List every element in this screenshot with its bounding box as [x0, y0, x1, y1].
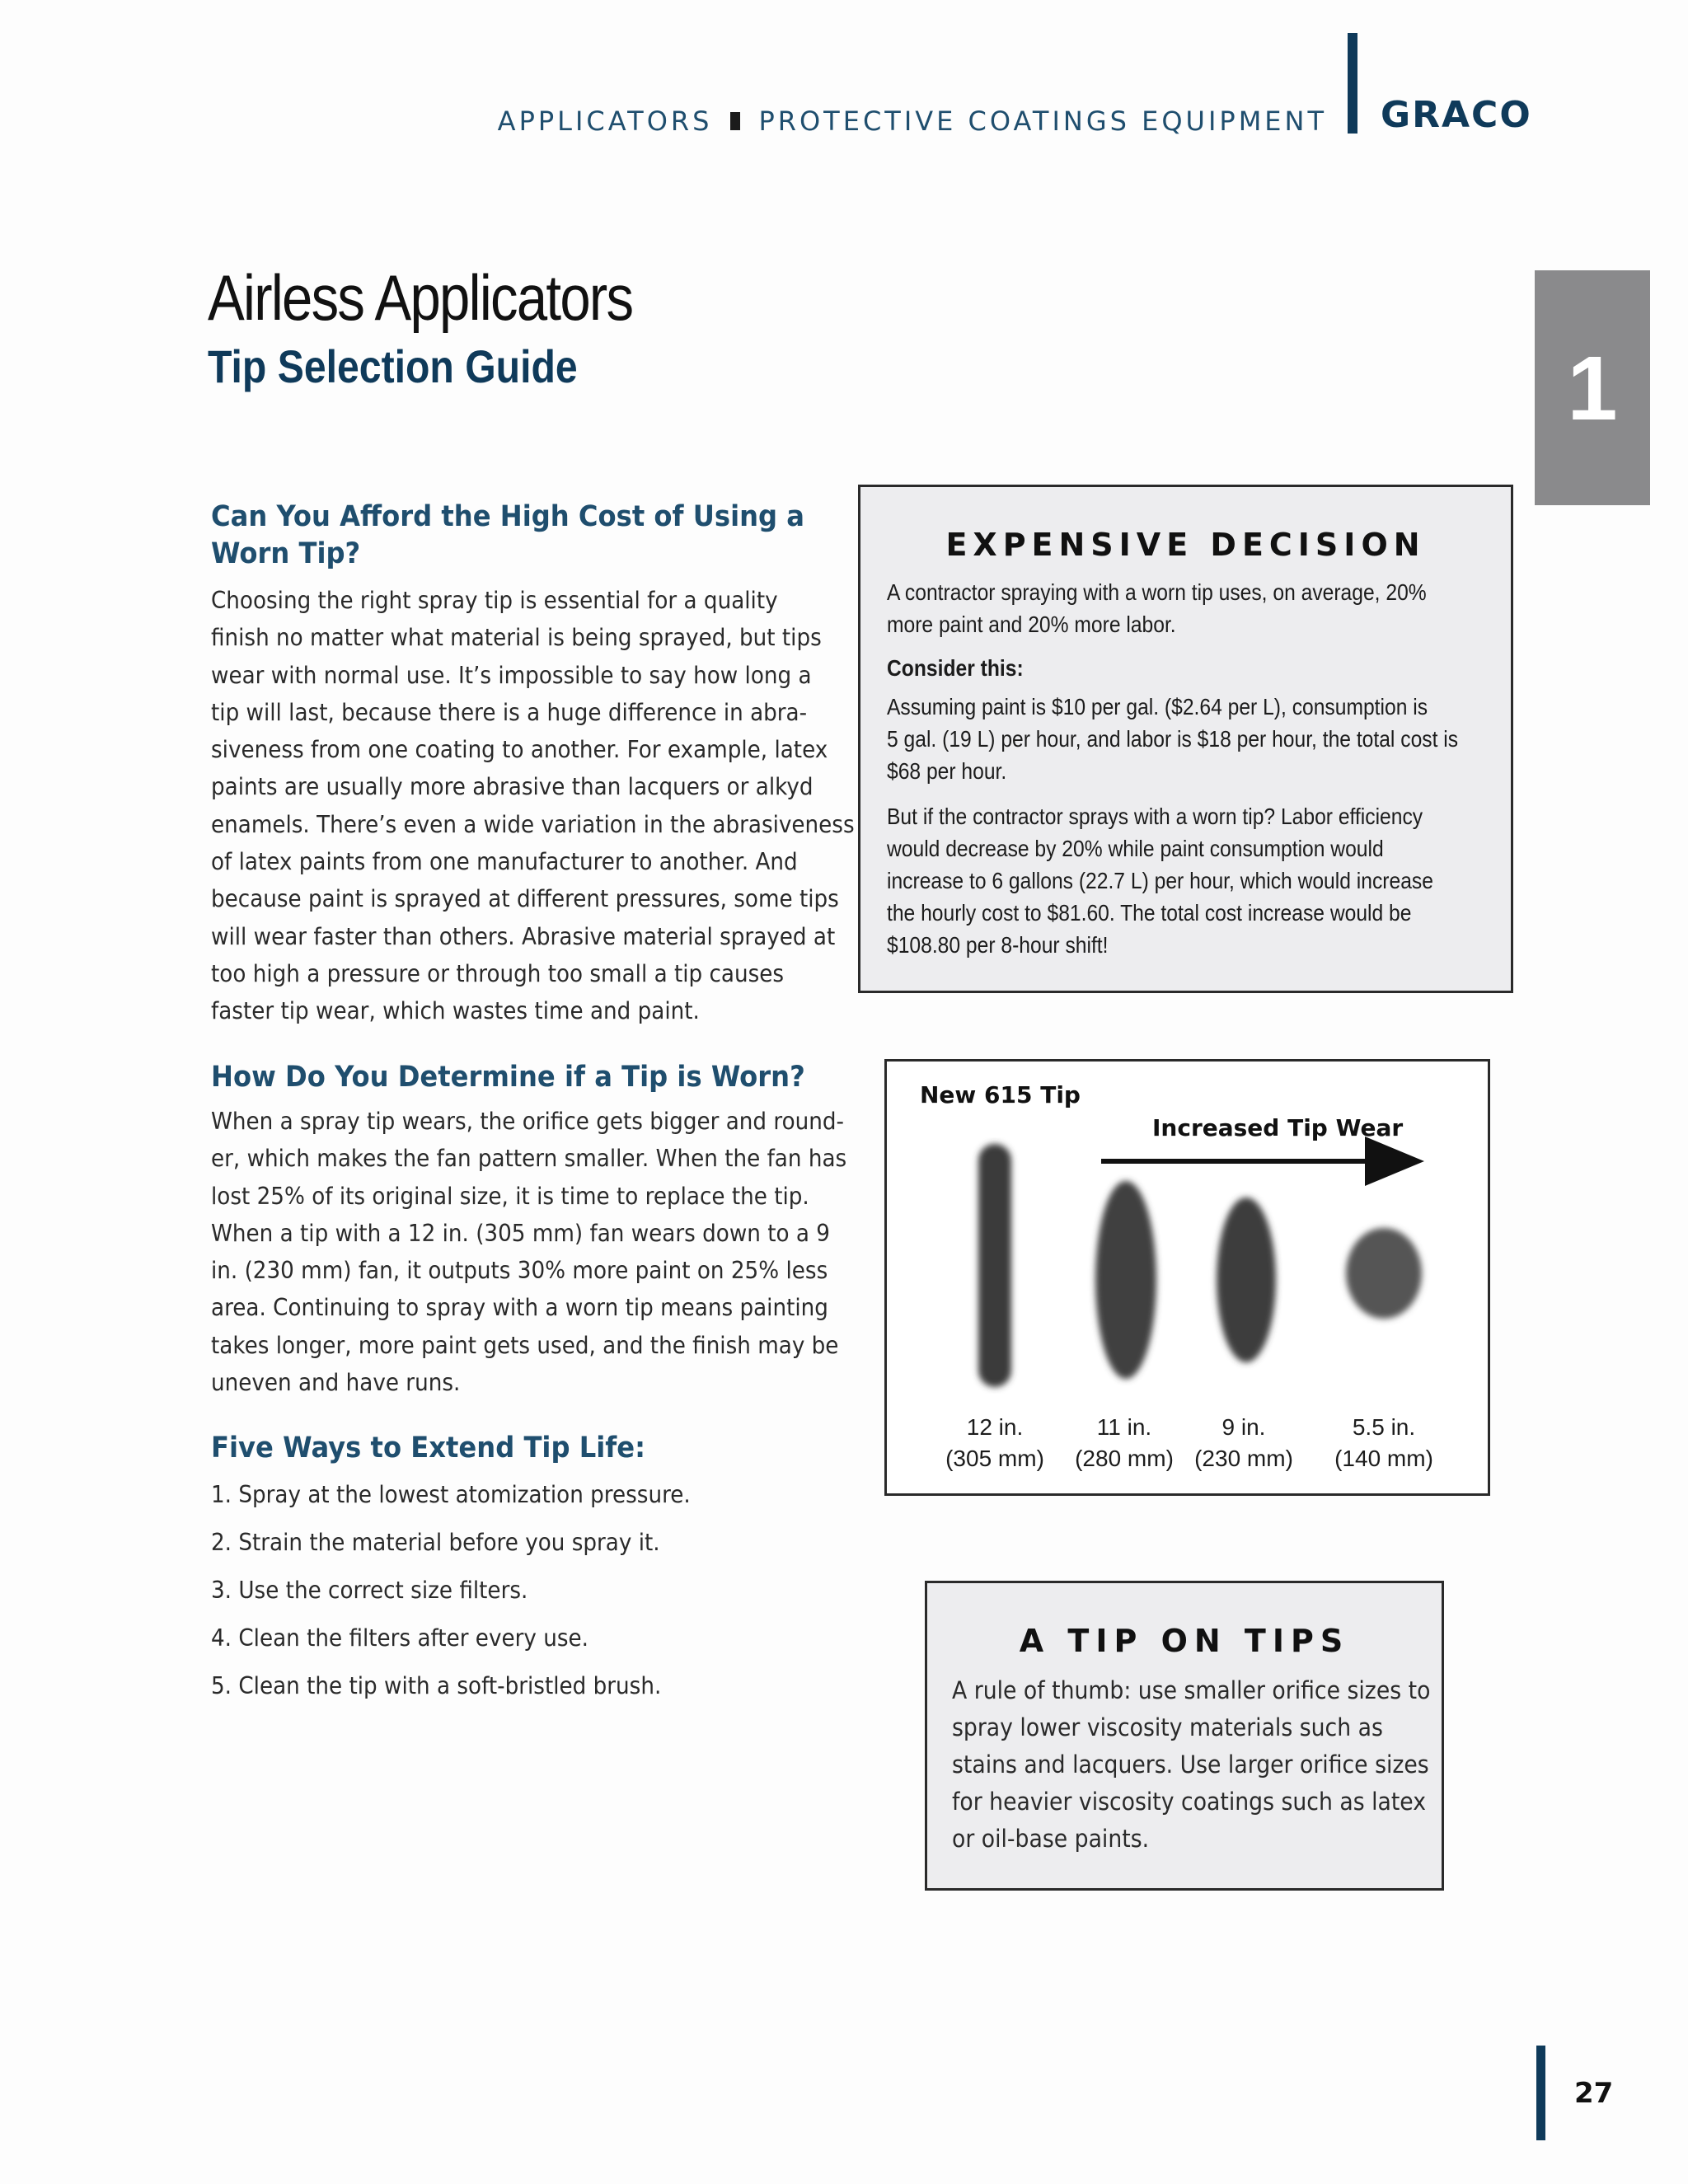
pattern-size-caption	[933, 1412, 1057, 1474]
size-mm: (280 mm)	[1075, 1446, 1174, 1471]
body-line: When a spray tip wears, the orifice gets bigger and round-	[211, 1108, 844, 1135]
list-item: 4. Clean the filters after every use.	[211, 1624, 588, 1652]
body-line: er, which makes the fan pattern smaller. When the fan has	[211, 1145, 847, 1173]
box-line: A contractor spraying with a worn tip uses, on average, 20%	[887, 579, 1427, 605]
box-paragraph-worn-tip	[887, 800, 1433, 961]
size-mm: (305 mm)	[945, 1446, 1044, 1471]
box-line: would decrease by 20% while paint consumption would	[887, 836, 1384, 861]
spray-pattern-5-5in	[1346, 1228, 1422, 1319]
body-line: will wear faster than others. Abrasive material sprayed at	[211, 922, 836, 950]
body-line: uneven and have runs.	[211, 1369, 461, 1397]
list-item: 5. Clean the tip with a soft-bristled brush.	[211, 1672, 662, 1699]
body-line: takes longer, more paint gets used, and the finish may be	[211, 1331, 839, 1359]
body-line: siveness from one coating to another. For example, latex	[211, 736, 828, 764]
section-body-determine-worn	[211, 1103, 847, 1401]
header-section: APPLICATORS	[497, 105, 713, 137]
body-line: of latex paints from one manufacturer to another. And	[211, 848, 798, 876]
box-line: A rule of thumb: use smaller orifice sizes to	[952, 1676, 1431, 1704]
heading-line: Worn Tip?	[211, 537, 361, 570]
expensive-decision-box	[858, 485, 1513, 993]
box-line: $68 per hour.	[887, 758, 1007, 784]
pattern-size-caption	[1062, 1412, 1186, 1474]
box-consider-label: Consider this:	[887, 655, 1024, 681]
section-heading-extend-tip-life: Five Ways to Extend Tip Life:	[211, 1432, 646, 1465]
new-tip-label: New 615 Tip	[920, 1081, 1081, 1108]
increased-wear-label: Increased Tip Wear	[1152, 1114, 1404, 1141]
size-inches: 12 in.	[966, 1414, 1024, 1440]
spray-pattern-9in	[1217, 1197, 1276, 1362]
pattern-size-caption	[1322, 1412, 1446, 1474]
footer-divider	[1536, 2046, 1545, 2140]
section-heading-worn-tip-cost	[211, 499, 804, 573]
box-title: A TIP ON TIPS	[1019, 1623, 1350, 1659]
size-mm: (230 mm)	[1194, 1446, 1293, 1471]
tip-on-tips-box	[925, 1581, 1444, 1891]
box-line: or oil-base paints.	[952, 1825, 1150, 1853]
page-subtitle: Tip Selection Guide	[208, 340, 578, 392]
box-body	[952, 1672, 1430, 1858]
body-line: too high a pressure or through too small a tip causes	[211, 959, 785, 987]
list-item: 1. Spray at the lowest atomization pressure.	[211, 1481, 691, 1508]
body-line: enamels. There’s even a wide variation in the abrasiveness	[211, 810, 855, 838]
running-header	[0, 105, 1327, 137]
body-line: area. Continuing to spray with a worn tip means painting	[211, 1294, 828, 1322]
body-line: faster tip wear, which wastes time and paint.	[211, 997, 700, 1025]
box-line: for heavier viscosity coatings such as latex	[952, 1788, 1427, 1816]
body-line: lost 25% of its original size, it is time to replace the tip.	[211, 1182, 809, 1210]
brand-logo: GRACO	[1381, 94, 1532, 136]
pattern-size-caption	[1182, 1412, 1306, 1474]
header-divider	[1348, 33, 1357, 134]
body-line: paints are usually more abrasive than lacquers or alkyd	[211, 773, 814, 801]
body-line: wear with normal use. It’s impossible to say how long a	[211, 661, 812, 689]
box-line: Assuming paint is $10 per gal. ($2.64 per L), consumption is	[887, 694, 1428, 719]
list-item: 3. Use the correct size filters.	[211, 1577, 528, 1604]
spray-pattern-11in	[1095, 1181, 1156, 1379]
box-line: $108.80 per 8-hour shift!	[887, 932, 1109, 958]
box-line: 5 gal. (19 L) per hour, and labor is $18 per hour, the total cost is	[887, 726, 1459, 752]
body-line: finish no matter what material is being sprayed, but tips	[211, 624, 822, 652]
body-line: Choosing the right spray tip is essential for a quality	[211, 587, 778, 614]
box-intro	[887, 576, 1427, 640]
chapter-number: 1	[1567, 338, 1618, 439]
page-number: 27	[1574, 2077, 1614, 2110]
size-mm: (140 mm)	[1334, 1446, 1433, 1471]
header-separator	[730, 112, 740, 130]
section-heading-determine-worn: How Do You Determine if a Tip is Worn?	[211, 1061, 805, 1094]
body-line: because paint is sprayed at different pressures, some tips	[211, 885, 839, 913]
box-line: But if the contractor sprays with a worn tip? Labor efficiency	[887, 804, 1423, 829]
section-body-worn-tip-cost	[211, 582, 855, 1030]
page-title: Airless Applicators	[208, 261, 633, 334]
header-subsection: PROTECTIVE COATINGS EQUIPMENT	[758, 105, 1327, 137]
box-line: more paint and 20% more labor.	[887, 612, 1176, 637]
size-inches: 5.5 in.	[1352, 1414, 1416, 1440]
spray-pattern-12in	[978, 1144, 1011, 1387]
chapter-tab	[1535, 270, 1650, 505]
box-line: the hourly cost to $81.60. The total cost increase would be	[887, 900, 1412, 926]
body-line: When a tip with a 12 in. (305 mm) fan wears down to a 9	[211, 1219, 830, 1247]
box-line: increase to 6 gallons (22.7 L) per hour, which would increase	[887, 868, 1433, 893]
box-line: spray lower viscosity materials such as	[952, 1713, 1383, 1741]
box-line: stains and lacquers. Use larger orifice sizes	[952, 1750, 1429, 1779]
list-item: 2. Strain the material before you spray it.	[211, 1529, 660, 1556]
body-line: tip will last, because there is a huge difference in abra-	[211, 698, 808, 726]
heading-line: Can You Afford the High Cost of Using a	[211, 500, 805, 533]
box-paragraph-cost	[887, 691, 1459, 787]
size-inches: 11 in.	[1096, 1414, 1152, 1440]
box-title: EXPENSIVE DECISION	[945, 527, 1426, 563]
body-line: in. (230 mm) fan, it outputs 30% more paint on 25% less	[211, 1257, 828, 1285]
size-inches: 9 in.	[1221, 1414, 1266, 1440]
tip-wear-figure	[884, 1059, 1490, 1496]
